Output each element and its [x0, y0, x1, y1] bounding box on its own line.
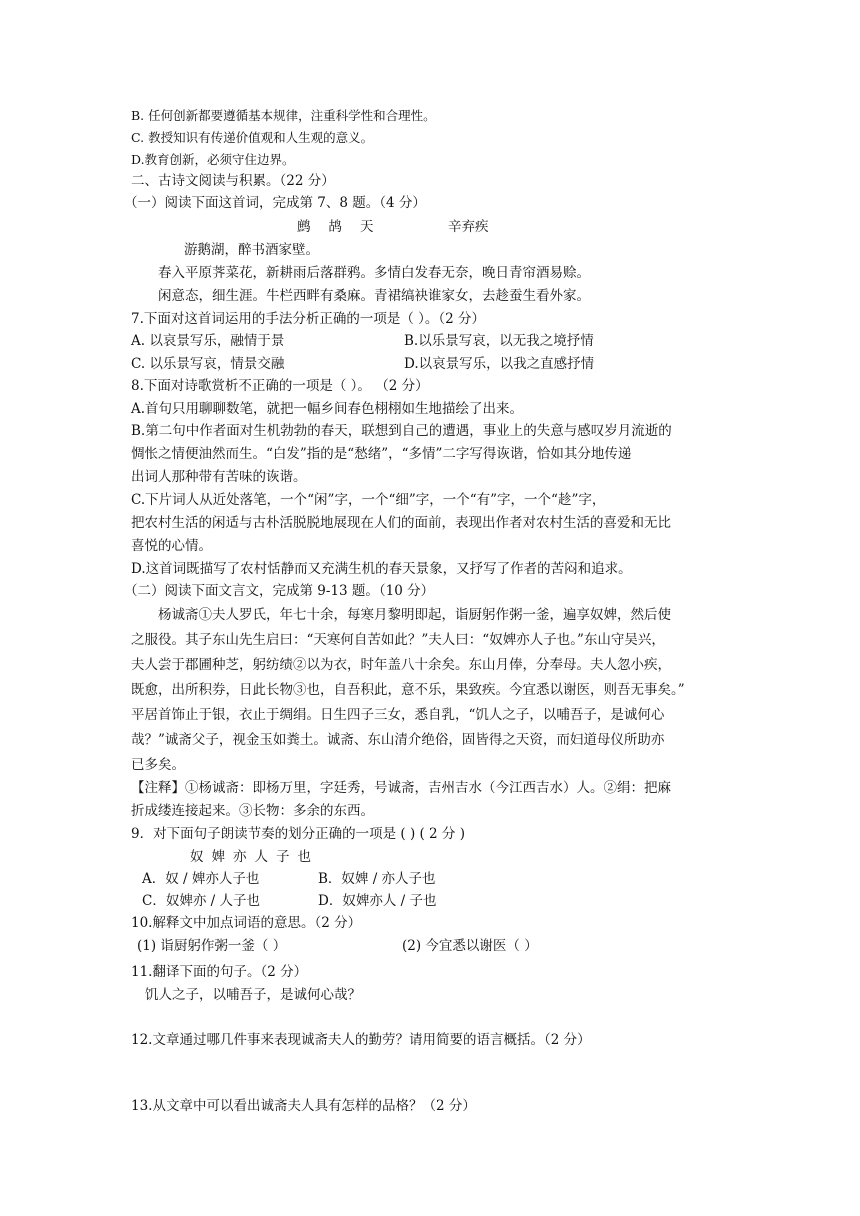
poem-line: 闲意态，细生涯。牛栏西畔有桑麻。青裙缟袂谁家女，去趁蚕生看外家。 [158, 288, 590, 304]
q7-option-d: D.以哀景写乐，以我之直感抒情 [404, 356, 595, 372]
poem-author: 辛弃疾 [448, 219, 489, 235]
option-b: B. 任何创新都要遵循基本规律，注重科学性和合理性。 [131, 108, 436, 123]
q8-option-c: C.下片词人从近处落笔，一个“闲”字，一个“细”字，一个“有”字，一个“趁”字， [131, 492, 606, 508]
q10-item: (2) 今宜悉以谢医（ ） [402, 938, 538, 954]
part1-heading: （一）阅读下面这首词，完成第 7、8 题。（4 分） [124, 195, 426, 211]
q10-item: (1) 诣厨躬作粥一釜（ ） [137, 938, 287, 954]
q9-option-a: A．奴 / 婢亦人子也 [142, 871, 260, 887]
poem-title: 鹧鸪天 [297, 219, 392, 235]
q10-stem: 10.解释文中加点词语的意思。（2 分） [131, 915, 362, 931]
passage-line: 之服役。其子东山先生启曰：“天寒何自苦如此？”夫人曰：“奴婢亦人子也。”东山守吴兴， [131, 632, 665, 648]
q7-stem: 7.下面对这首词运用的手法分析正确的一项是（ ）。（2 分） [131, 311, 486, 327]
passage-line: 杨诚斋①夫人罗氏，年七十余，每寒月黎明即起，诣厨躬作粥一釜，遍享奴婢，然后使 [158, 607, 671, 623]
q8-option-b: 惆怅之情便油然而生。“白发”指的是“愁绪”，“多情”二字写得诙谐，恰如其分地传递 [131, 446, 632, 462]
q9-stem: 9．对下面句子朗读节奏的划分正确的一项是 ( ) ( 2 分 ) [131, 826, 465, 842]
option-c: C. 教授知识有传递价值观和人生观的意义。 [131, 130, 374, 145]
section-heading: 二、古诗文阅读与积累。（22 分） [131, 173, 335, 189]
passage-line: 已多矣。 [131, 757, 185, 773]
q8-stem: 8.下面对诗歌赏析不正确的一项是（ ）。 （2 分） [131, 378, 429, 394]
q8-option-b: B.第二句中作者面对生机勃勃的春天，联想到自己的遭遇，事业上的失意与感叹岁月流逝的 [131, 423, 672, 439]
q13-stem: 13.从文章中可以看出诚斋夫人具有怎样的品格？（2 分） [131, 1098, 476, 1114]
q12-stem: 12.文章通过哪几件事来表现诚斋夫人的勤劳？请用简要的语言概括。（2 分） [131, 1032, 591, 1048]
q7-option-b: B.以乐景写哀，以无我之境抒情 [404, 333, 594, 349]
q8-option-a: A.首句只用聊聊数笔，就把一幅乡间春色栩栩如生地描绘了出来。 [131, 401, 524, 417]
q8-option-b: 出词人那种带有苦味的诙谐。 [131, 469, 307, 485]
q8-option-d: D.这首词既描写了农村恬静而又充满生机的春天景象，又抒写了作者的苦闷和追求。 [131, 561, 632, 577]
q8-option-c: 把农村生活的闲适与古朴活脱脱地展现在人们的面前，表现出作者对农村生活的喜爱和无比 [131, 515, 671, 531]
part2-heading: （二）阅读下面文言文，完成第 9-13 题。（10 分） [124, 583, 435, 599]
q9-option-c: C．奴婢亦 / 人子也 [142, 893, 260, 909]
passage-line: 哉？”诚斋父子，视金玉如粪土。诚斋、东山清介绝俗，固皆得之天资，而妇道母仪所助亦 [131, 732, 665, 748]
passage-line: 平居首饰止于银，衣止于绸绢。日生四子三女，悉自乳，“饥人之子，以哺吾子，是诚何心 [131, 707, 665, 723]
annotation: 【注释】①杨诚斋：即杨万里，字廷秀，号诚斋，吉州吉水（今江西吉水）人。②绢：把麻 [131, 780, 671, 796]
q9-option-b: B．奴婢 / 亦人子也 [318, 871, 436, 887]
passage-line: 夫人尝于郡圃种芝，躬纺绩②以为衣，时年盖八十余矣。东山月俸，分奉母。夫人忽小疾， [131, 657, 671, 673]
option-d: D.教育创新，必须守住边界。 [131, 152, 295, 167]
q7-option-c: C. 以乐景写哀，情景交融 [131, 356, 285, 372]
poem-subtitle: 游鹅湖，醉书酒家壁。 [184, 242, 319, 258]
passage-line: 既愈，出所积券，日此长物③也，自吾积此，意不乐，果致疾。今宜悉以谢医，则吾无事矣。” [131, 682, 685, 698]
q11-stem: 11.翻译下面的句子。（2 分） [131, 964, 308, 980]
q11-sentence: 饥人之子，以哺吾子，是诚何心哉？ [145, 987, 361, 1003]
q7-option-a: A. 以哀景写乐，融情于景 [131, 333, 285, 349]
q8-option-c: 喜悦的心情。 [131, 538, 212, 554]
q9-option-d: D．奴婢亦人 / 子也 [318, 893, 437, 909]
q9-sentence: 奴婢亦人子也 [190, 849, 319, 865]
poem-line: 春入平原荠菜花，新耕雨后落群鸦。多情白发春无奈，晚日青帘酒易赊。 [158, 265, 590, 281]
annotation: 折成缕连接起来。③长物：多余的东西。 [131, 803, 374, 819]
